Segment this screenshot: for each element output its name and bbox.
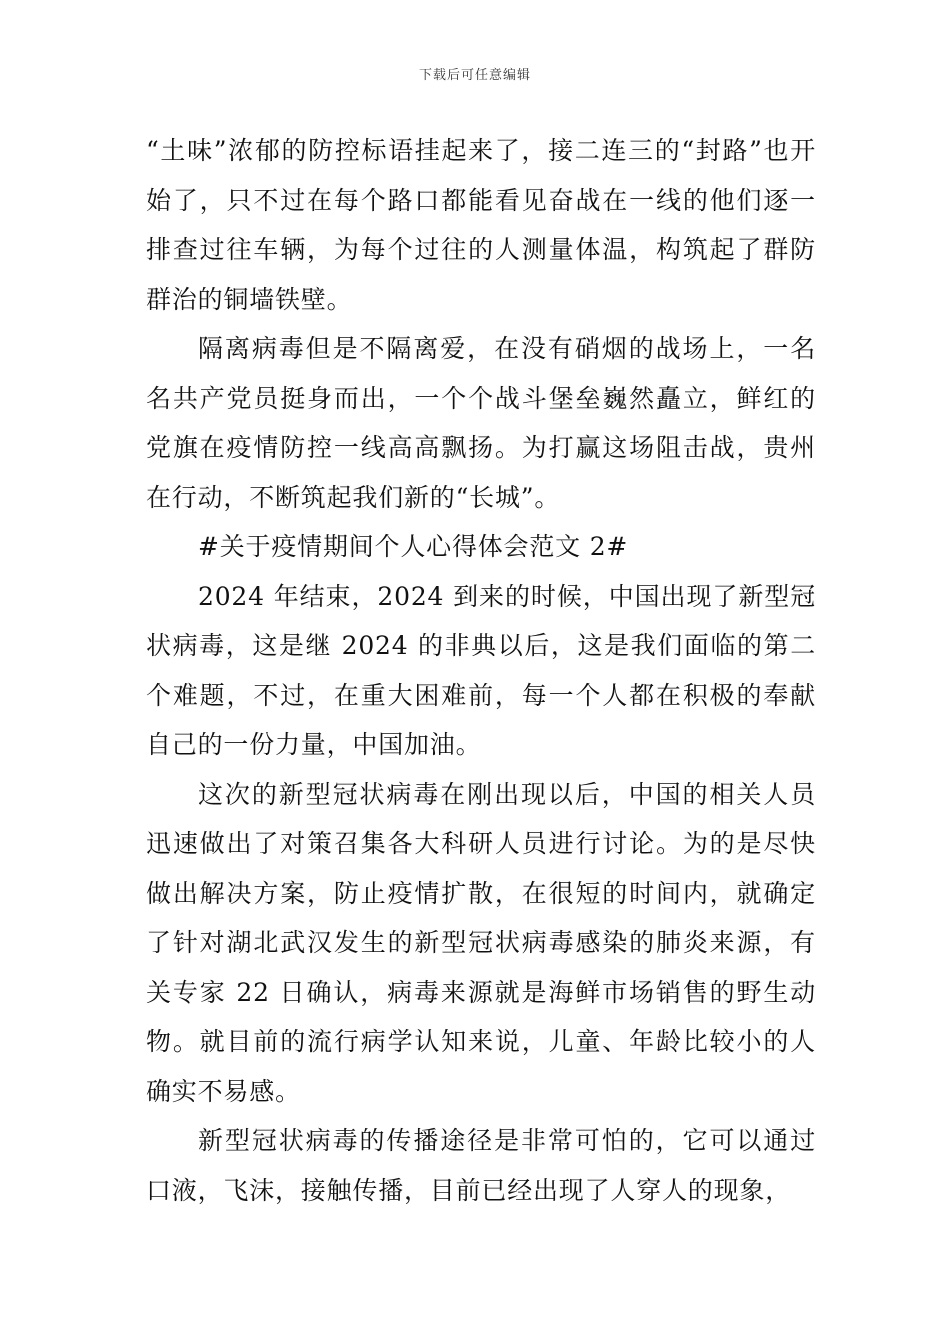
document-body [146,126,816,1215]
paragraph-continued: “土味”浓郁的防控标语挂起来了，接二连三的“封路”也开始了，只不过在每个路口都能看见奋战在一线的他们逐一排查过往车辆，为每个过往的人测量体温，构筑起了群防群治的铜墙铁壁。 [146,136,816,314]
page-header: 下载后可任意编辑 [418,68,531,83]
paragraph: 这次的新型冠状病毒在刚出现以后，中国的相关人员迅速做出了对策召集各大科研人员进行讨论。为的是尽快做出解决方案，防止疫情扩散，在很短的时间内，就确定了针对湖北武汉发生的新型冠状病毒感染的肺炎来源，有关专家 22 日确认，病毒来源就是海鲜市场销售的野生动物。就目前的流行病学认知来说，儿童、年龄比较小的人确实不易感。 [146,779,816,1106]
paragraph: 隔离病毒但是不隔离爱，在没有硝烟的战场上，一名名共产党员挺身而出，一个个战斗堡垒巍然矗立，鲜红的党旗在疫情防控一线高高飘扬。为打赢这场阻击战，贵州在行动，不断筑起我们新的“长城”。 [146,334,816,512]
paragraph: 新型冠状病毒的传播途径是非常可怕的，它可以通过口液，飞沫，接触传播，目前已经出现了人穿人的现象， [146,1126,816,1205]
paragraph: 2024 年结束，2024 到来的时候，中国出现了新型冠状病毒，这是继 2024 的非典以后，这是我们面临的第二个难题，不过，在重大困难前，每一个人都在积极的奉献自己的一份力量，中国加油。 [146,581,816,759]
section-heading: #关于疫情期间个人心得体会范文 2# [198,532,629,561]
